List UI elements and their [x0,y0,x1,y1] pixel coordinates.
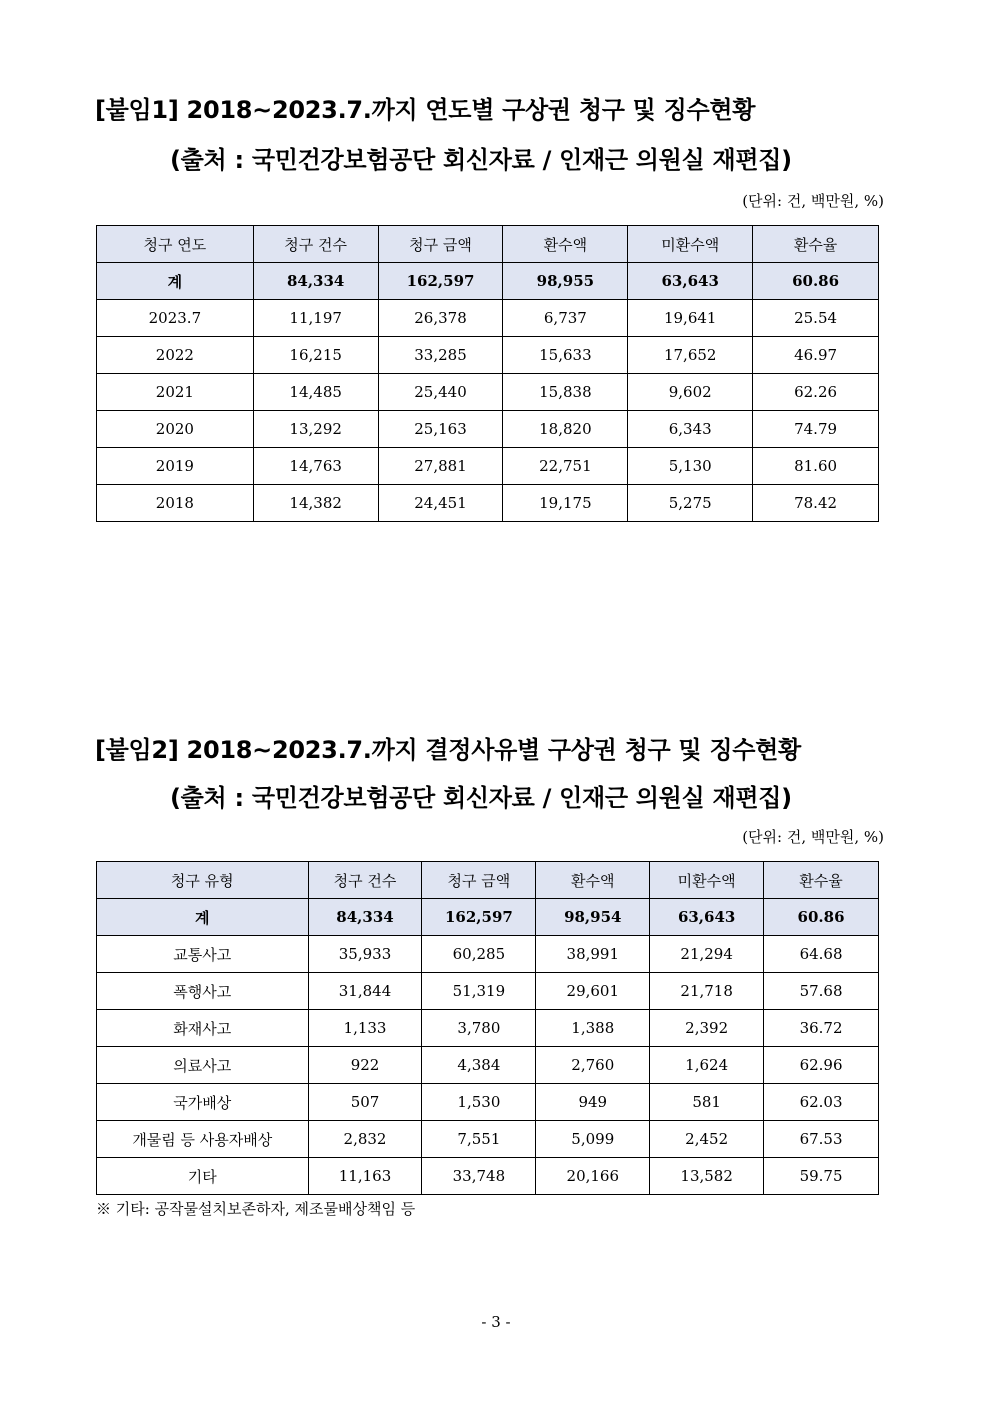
table-cell: 21,718 [650,973,764,1010]
table-cell: 67.53 [764,1121,879,1158]
table-cell: 46.97 [753,337,879,374]
table-cell: 98,955 [503,263,628,300]
table-cell: 계 [97,899,309,936]
section1-unit: (단위: 건, 백만원, %) [742,192,884,210]
table-row [97,300,879,337]
header-cell: 환수액 [503,226,628,263]
table-row [97,1010,879,1047]
table-cell: 의료사고 [97,1047,309,1084]
section2-note: ※ 기타: 공작물설치보존하자, 제조물배상책임 등 [96,1200,416,1218]
table-cell: 507 [308,1084,422,1121]
table-row [97,374,879,411]
table-cell: 2,392 [650,1010,764,1047]
table-cell: 62.96 [764,1047,879,1084]
section2-table [96,861,879,1195]
table-cell: 74.79 [753,411,879,448]
table-row [97,1084,879,1121]
table-cell: 98,954 [536,899,650,936]
table-cell: 18,820 [503,411,628,448]
header-cell: 청구 금액 [378,226,503,263]
table-cell: 78.42 [753,485,879,522]
table-cell: 60.86 [764,899,879,936]
table-cell: 1,530 [422,1084,536,1121]
table-cell: 581 [650,1084,764,1121]
table-cell: 15,633 [503,337,628,374]
table-cell: 14,485 [253,374,378,411]
table-cell: 33,285 [378,337,503,374]
table-cell: 폭행사고 [97,973,309,1010]
table-cell: 949 [536,1084,650,1121]
section2-unit: (단위: 건, 백만원, %) [742,828,884,846]
page-number: - 3 - [481,1313,511,1331]
table-cell: 13,582 [650,1158,764,1195]
table-cell: 1,624 [650,1047,764,1084]
table-row [97,973,879,1010]
table-header-row [97,226,879,263]
table-cell: 22,751 [503,448,628,485]
header-cell: 청구 금액 [422,862,536,899]
table-cell: 59.75 [764,1158,879,1195]
table-cell: 84,334 [253,263,378,300]
table-row [97,448,879,485]
table-cell: 51,319 [422,973,536,1010]
table-cell: 4,384 [422,1047,536,1084]
total-row [97,263,879,300]
table-cell: 17,652 [628,337,753,374]
table-cell: 화재사고 [97,1010,309,1047]
table-cell: 2,760 [536,1047,650,1084]
table-cell: 9,602 [628,374,753,411]
table-cell: 25.54 [753,300,879,337]
table-cell: 26,378 [378,300,503,337]
table-cell: 25,440 [378,374,503,411]
table-cell: 36.72 [764,1010,879,1047]
table-cell: 13,292 [253,411,378,448]
table-cell: 14,763 [253,448,378,485]
table-cell: 2,832 [308,1121,422,1158]
table-cell: 2022 [97,337,254,374]
table-cell: 162,597 [422,899,536,936]
table-cell: 2023.7 [97,300,254,337]
table-cell: 27,881 [378,448,503,485]
header-cell: 청구 건수 [253,226,378,263]
table-cell: 5,275 [628,485,753,522]
table-cell: 교통사고 [97,936,309,973]
table-cell: 2021 [97,374,254,411]
table-cell: 계 [97,263,254,300]
table-cell: 19,175 [503,485,628,522]
table-cell: 60,285 [422,936,536,973]
table-cell: 국가배상 [97,1084,309,1121]
table-cell: 64.68 [764,936,879,973]
table-cell: 3,780 [422,1010,536,1047]
table-cell: 15,838 [503,374,628,411]
table-cell: 84,334 [308,899,422,936]
table-cell: 11,197 [253,300,378,337]
table-row [97,1047,879,1084]
table-cell: 2019 [97,448,254,485]
header-cell: 청구 연도 [97,226,254,263]
table-cell: 57.68 [764,973,879,1010]
table-cell: 5,130 [628,448,753,485]
table-cell: 60.86 [753,263,879,300]
header-cell: 미환수액 [650,862,764,899]
total-row [97,899,879,936]
header-cell: 미환수액 [628,226,753,263]
table-row [97,1121,879,1158]
header-cell: 환수액 [536,862,650,899]
table-cell: 14,382 [253,485,378,522]
table-cell: 62.26 [753,374,879,411]
table-cell: 35,933 [308,936,422,973]
header-cell: 환수율 [764,862,879,899]
table-cell: 63,643 [650,899,764,936]
section1-table [96,225,879,522]
table-cell: 2,452 [650,1121,764,1158]
table-cell: 922 [308,1047,422,1084]
table-row [97,936,879,973]
table-cell: 기타 [97,1158,309,1195]
table-cell: 7,551 [422,1121,536,1158]
table-cell: 162,597 [378,263,503,300]
table-cell: 6,343 [628,411,753,448]
table-cell: 20,166 [536,1158,650,1195]
header-cell: 청구 건수 [308,862,422,899]
section1-source: (출처 : 국민건강보험공단 회신자료 / 인재근 의원실 재편집) [170,146,792,174]
table-row [97,337,879,374]
table-row [97,485,879,522]
section2-title: [붙임2] 2018~2023.7.까지 결정사유별 구상권 청구 및 징수현황 [95,736,801,764]
table-cell: 1,388 [536,1010,650,1047]
table-cell: 1,133 [308,1010,422,1047]
table-cell: 24,451 [378,485,503,522]
table-cell: 21,294 [650,936,764,973]
table-cell: 11,163 [308,1158,422,1195]
table-row [97,411,879,448]
table-cell: 33,748 [422,1158,536,1195]
table-header-row [97,862,879,899]
table-row [97,1158,879,1195]
table-cell: 2020 [97,411,254,448]
table-cell: 63,643 [628,263,753,300]
table-cell: 6,737 [503,300,628,337]
header-cell: 환수율 [753,226,879,263]
section1-title: [붙임1] 2018~2023.7.까지 연도별 구상권 청구 및 징수현황 [95,96,756,124]
table-cell: 31,844 [308,973,422,1010]
table-cell: 29,601 [536,973,650,1010]
header-cell: 청구 유형 [97,862,309,899]
table-cell: 2018 [97,485,254,522]
table-cell: 38,991 [536,936,650,973]
table-cell: 5,099 [536,1121,650,1158]
table-cell: 19,641 [628,300,753,337]
table-cell: 16,215 [253,337,378,374]
table-cell: 개물림 등 사용자배상 [97,1121,309,1158]
table-cell: 81.60 [753,448,879,485]
table-cell: 25,163 [378,411,503,448]
section2-source: (출처 : 국민건강보험공단 회신자료 / 인재근 의원실 재편집) [170,784,792,812]
table-cell: 62.03 [764,1084,879,1121]
